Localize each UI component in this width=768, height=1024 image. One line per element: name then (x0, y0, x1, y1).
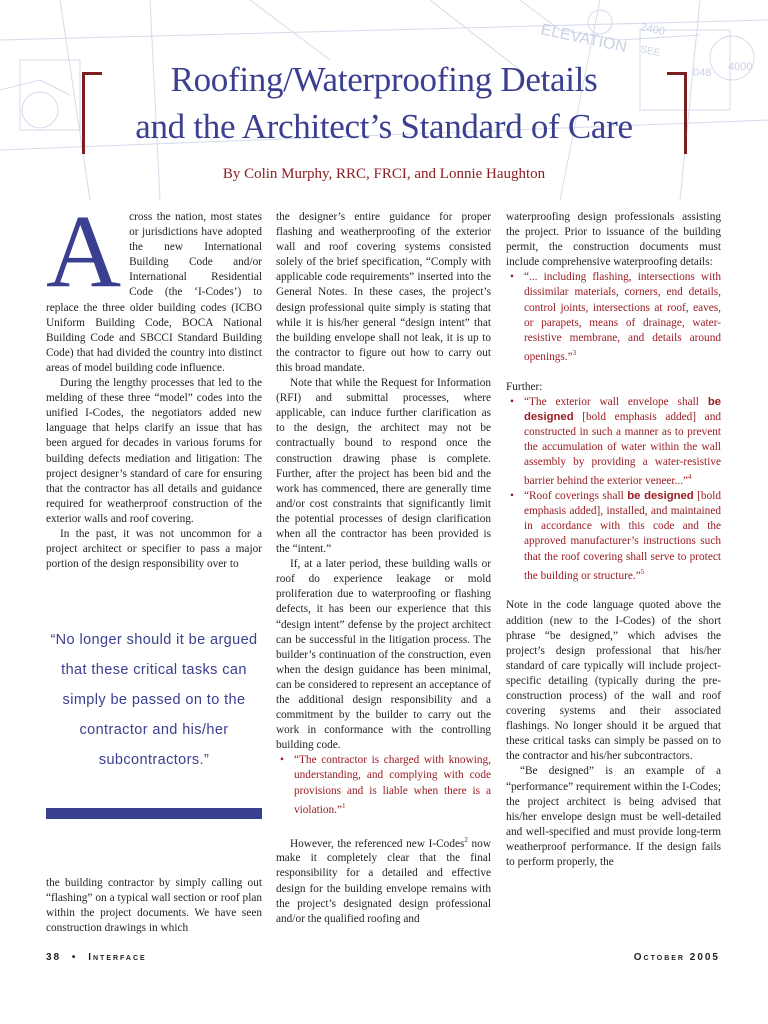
col1-paragraph-2: During the lengthy processes that led to the melding of these three “model” codes into the unified I-Codes, the negotiators added new language that helps clarify an issue that has been argued for decades in various forums for building defects mediation and litigation: The project designer’s standard of care for ensuring that the contractor has all details and guidance required for weatherproof construction of the exterior walls and roof covering. (46, 377, 262, 525)
col2-bullet-list (276, 753, 491, 817)
col1-paragraph-4: the building contractor by simply calling out “flashing” on a typical wall section or roof plan within the project documents. We have seen construction drawings in which (46, 877, 262, 935)
col3-paragraph-2: Note in the code language quoted above the addition (new to the I-Codes) of the short phrase “be designed,” which advises the project’s design professional that his/her standard of care typically will include project-specific detailing (typically during the pre-construction process) of the wall and roof covering systems and their associated flashings. No longer should it be argued that these critical tasks can simply be passed on to the contractor and his/her subcontractors. (506, 599, 721, 763)
column-3 (506, 210, 721, 870)
magazine-name: Interface (88, 952, 147, 963)
drop-cap: A (46, 194, 122, 309)
pull-quote: “No longer should it be argued that these critical tasks can simply be passed on to the contractor and his/her subcontractors.” (50, 632, 258, 768)
footer-bullet: • (71, 952, 78, 963)
col2-bullet-1: • “The contractor is charged with knowing, understanding, and complying with code provisions and is liable when there is a violation.”$^1$ (294, 753, 491, 817)
col3-bullet-1: • “... including flashing, intersections with dissimilar materials, corners, end details, control joints, intersections at roof, eaves, or parapets, means of drainage, water-resistive membrane, and details around openings.”$^3$ (524, 270, 721, 364)
footer-date: October 2005 (633, 952, 720, 963)
article-title-line-2: and the Architect’s Standard of Care (135, 107, 633, 146)
col1-paragraph-3: In the past, it was not uncommon for a project architect or specifier to pass a major portion of the design responsibility over to (46, 527, 262, 571)
footer-left (46, 952, 147, 963)
col3-bullet-list-1 (506, 270, 721, 364)
byline: By Colin Murphy, RRC, FRCI, and Lonnie Haughton (222, 166, 546, 182)
bg-dim-text-1: 2400 (639, 21, 666, 39)
column-2 (276, 210, 491, 927)
col3-further: Further: (506, 380, 543, 393)
col2-paragraph-4: However, the referenced new I-Codes$^2$ now make it completely clear that the final responsibility for a detailed and effective design for the building envelope remains with the project’s designated design professional and/or the qualified roofing and (276, 835, 491, 925)
bg-see-text: SEE (639, 44, 662, 60)
column-1-top (46, 194, 262, 572)
col2-paragraph-1: the designer’s entire guidance for proper flashing and weatherproofing of the exterior wall and roof covering systems consisted solely of the brief specification, “Comply with applicable code requirements” inserted into the General Notes. In these cases, the project’s design professional quite simply is stating that while it is his/her general “design intent” that the building envelope shall not leak, it is up to the contractor to figure out how to carry out this broad mandate. (276, 211, 491, 374)
column-1-bottom (46, 876, 262, 936)
col3-paragraph-1: waterproofing design professionals assisting the project. Prior to issuance of the building permit, the construction documents must include comprehensive waterproofing details: (506, 211, 721, 269)
bg-elevation-text: ELEVATION (539, 21, 629, 57)
article-title-line-1: Roofing/Waterproofing Details (170, 60, 598, 99)
col3-bullet-list-2 (506, 395, 721, 584)
bg-dim-text-2: 048 (693, 67, 712, 79)
pull-quote-bar (46, 808, 262, 819)
col2-paragraph-2: Note that while the Request for Information (RFI) and submittal processes, where applicable, can induce further clarification as to the design, the architect may not be contractually bound to respond once the construction drawing phase is complete. Further, after the project has been bid and the work has commenced, there are generally time and/or cost constraints that significantly limit the potential processes of design clarification when all the contractor has been provided is the “intent.” (276, 377, 491, 556)
col2-paragraph-3: If, at a later period, these building walls or roof do experience leakage or mold proliferation due to waterproofing or flashing defects, it has been our experience that this “design intent” defense by the project architect can be successful in the litigation process. The builder’s continuation of the construction, even when the design guidance has been minimal, can be considered to represent an acceptance of the additional design responsibility and a commitment by the builder to carry out the work in conformance with the controlling building code. (276, 558, 491, 752)
col1-paragraph-1: cross the nation, most states or jurisdictions have adopted the new International Building Code and/or International Residential Code (the ‘I-Codes’) to replace the three older building codes (ICBO Uniform Building Code, BOCA National Building Code and SBCCI Standard Building Code) that had divided the country into distinct areas of model building code influence. (46, 211, 262, 374)
col3-bullet-2: • “The exterior wall envelope shall be designed [bold emphasis added] and constructed in such a manner as to prevent the accumulation of water within the wall assembly by providing a water-resistive barrier behind the exterior veneer...”$^4$ (524, 395, 721, 489)
col3-paragraph-3: “Be designed” is an example of a “performance” requirement within the I-Codes; the project architect is being advised that his/her envelope design must be well-detailed and well-specified and must provide long-term weatherproof performance. If the design fails to perform properly, the (506, 765, 721, 869)
col3-bullet-3: • “Roof coverings shall be designed [bold emphasis added], installed, and maintained in accordance with this code and the approved manufacturer’s instructions such that the roof covering shall serve to protect the building or structure.”$^5$ (524, 489, 721, 583)
page-number: 38 (46, 952, 62, 963)
bg-dim-text-3: 4000 (728, 61, 753, 73)
